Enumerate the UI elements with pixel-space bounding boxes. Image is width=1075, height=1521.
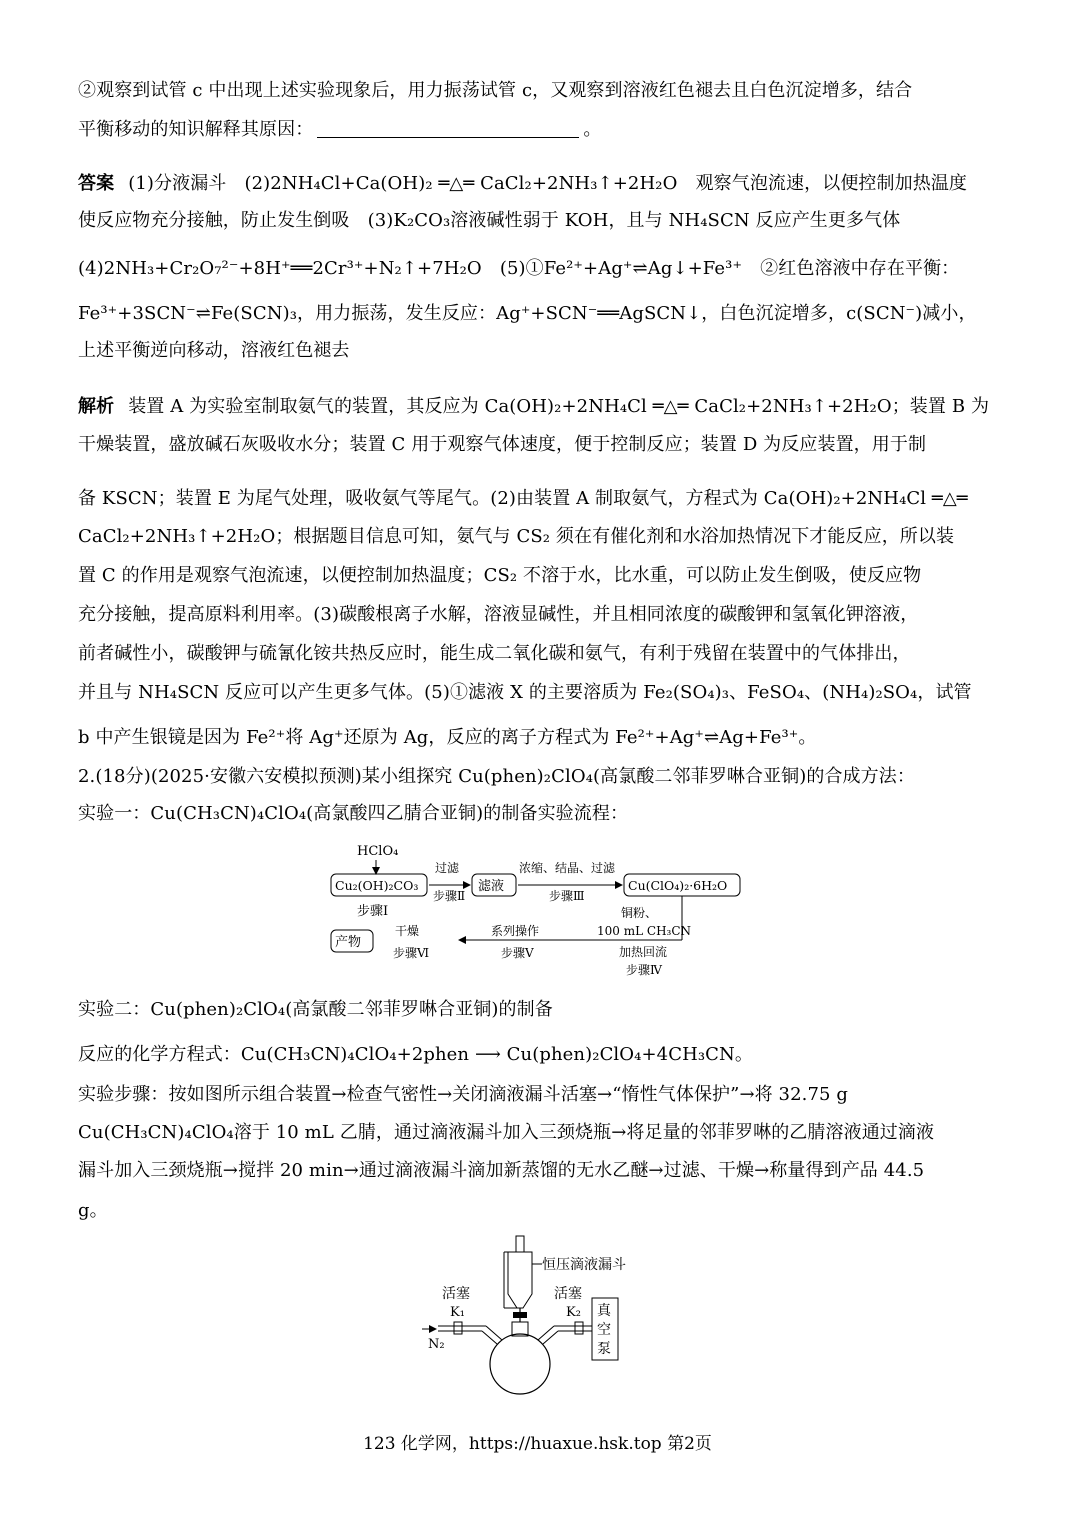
q2-header: 2.(18分)(2025·安徽六安模拟预测)某小组探究 Cu(phen)₂ClO₄(高氯酸二邻菲罗啉合亚铜)的合成方法： [78,766,915,787]
analysis-line-9: b 中产生银镜是因为 Fe²⁺将 Ag⁺还原为 Ag，反应的离子方程式为 Fe²⁺+Ag⁺⇌Ag+Fe³⁺。 [78,727,817,748]
flow-product: 产物 [335,935,362,950]
answer-line-1 [78,171,967,197]
valve-left-label: 活塞 [442,1286,470,1302]
flow-step2: 步骤Ⅱ [433,889,466,903]
answer-line-2: 使反应物充分接触，防止发生倒吸 (3)K₂CO₃溶液碱性弱于 KOH，且与 NH₄SCN 反应产生更多气体 [78,210,901,231]
valve-right-label: 活塞 [554,1286,582,1302]
flow-step1: 步骤Ⅰ [357,904,389,919]
flow-hclo4: HClO₄ [357,844,399,859]
flow-reagent1: 铜粉、 [621,906,658,920]
valve-k2-label: K₂ [566,1305,581,1320]
answer-label: 答案 [78,173,115,194]
pump-char-3: 泵 [597,1341,611,1357]
answer-line-3: (4)2NH₃+Cr₂O₇²⁻+8H⁺══2Cr³⁺+N₂↑+7H₂O (5)①Fe²⁺+Ag⁺⇌Ag↓+Fe³⁺ ②红色溶液中存在平衡： [78,258,960,279]
funnel-stopcock [513,1312,527,1318]
flow-reagent2: 100 mL CH₃CN [597,924,692,938]
apparatus-diagram [420,1228,660,1400]
q2-equation: 反应的化学方程式：Cu(CH₃CN)₄ClO₄+2phen ⟶ Cu(phen)₂ClO₄+4CH₃CN。 [78,1044,754,1065]
flow-concentrate: 浓缩、结晶、过滤 [519,861,616,875]
analysis-line-7: 前者碱性小，碳酸钾与硫氰化铵共热反应时，能生成二氧化碳和氨气，有利于残留在装置中的气体排出， [78,643,911,664]
flow-hydrate: Cu(ClO₄)₂·6H₂O [628,878,728,893]
q1-sub2-prompt: 平衡移动的知识解释其原因： [78,119,314,140]
funnel-label: 恒压滴液漏斗 [542,1257,626,1273]
answer-line-5: 上述平衡逆向移动，溶液红色褪去 [78,340,350,361]
flow-filter: 过滤 [435,861,460,875]
analysis-line-3: 备 KSCN；装置 E 为尾气处理，吸收氨气等尾气。(2)由装置 A 制取氨气，方程式为 Ca(OH)₂+2NH₄Cl ═△═ [78,488,968,509]
analysis-text-1: 装置 A 为实验室制取氨气的装置，其反应为 Ca(OH)₂+2NH₄Cl ═△═ CaCl₂+2NH₃↑+2H₂O；装置 B 为 [128,396,990,417]
analysis-line-8: 并且与 NH₄SCN 反应可以产生更多气体。(5)①滤液 X 的主要溶质为 Fe₂(SO₄)₃、FeSO₄、(NH₄)₂SO₄，试管 [78,682,972,703]
page-footer: 123 化学网，https://huaxue.hsk.top 第2页 [363,1434,712,1454]
q2-exp2-title: 实验二：Cu(phen)₂ClO₄(高氯酸二邻菲罗啉合亚铜)的制备 [78,999,553,1020]
flow-filtrate: 滤液 [478,879,505,894]
pump-char-1: 真 [597,1303,611,1319]
q2-steps-line3: 漏斗加入三颈烧瓶→搅拌 20 min→通过滴液漏斗滴加新蒸馏的无水乙醚→过滤、干燥→称量得到产品 44.5 [78,1160,925,1181]
q1-sub2-end: 。 [583,119,602,140]
q1-sub2-line2 [78,117,601,143]
flow-series: 系列操作 [491,924,540,938]
valve-k1-label: K₁ [450,1305,465,1320]
three-neck-flask [490,1334,550,1394]
answer-line-4: Fe³⁺+3SCN⁻⇌Fe(SCN)₃，用力振荡，发生反应：Ag⁺+SCN⁻══AgSCN↓，白色沉淀增多，c(SCN⁻)减小， [78,303,977,324]
q2-steps-line2: Cu(CH₃CN)₄ClO₄溶于 10 mL 乙腈，通过滴液漏斗加入三颈烧瓶→将足量的邻菲罗啉的乙腈溶液通过滴液 [78,1122,935,1143]
answer-text-1: (1)分液漏斗 (2)2NH₄Cl+Ca(OH)₂ ═△═ CaCl₂+2NH₃↑+2H₂O 观察气泡流速，以便控制加热温度 [128,173,968,194]
flow-step4: 步骤Ⅳ [626,963,662,977]
q2-steps-line4: g。 [78,1200,108,1221]
flow-step6: 步骤Ⅵ [393,946,430,960]
pump-char-2: 空 [597,1322,611,1338]
q2-steps-line1: 实验步骤：按如图所示组合装置→检查气密性→关闭滴液漏斗活塞→“惰性气体保护”→将 32.75 g [78,1084,849,1105]
flow-reflux: 加热回流 [619,945,668,959]
flow-start: Cu₂(OH)₂CO₃ [335,878,419,893]
analysis-label: 解析 [78,396,115,417]
analysis-line-4: CaCl₂+2NH₃↑+2H₂O；根据题目信息可知，氨气与 CS₂ 须在有催化剂和水浴加热情况下才能反应，所以装 [78,526,955,547]
q2-exp1-title: 实验一：Cu(CH₃CN)₄ClO₄(高氯酸四乙腈合亚铜)的制备实验流程： [78,803,629,824]
analysis-line-1 [78,394,989,420]
q1-sub2-line1: ②观察到试管 c 中出现上述实验现象后，用力振荡试管 c，又观察到溶液红色褪去且白色沉淀增多，结合 [78,80,913,101]
valve-k1 [454,1322,462,1334]
flow-step3: 步骤Ⅲ [549,889,585,903]
synthesis-flow-chart [325,836,750,981]
n2-label: N₂ [428,1337,445,1352]
analysis-line-6: 充分接触，提高原料利用率。(3)碳酸根离子水解，溶液显碱性，并且相同浓度的碳酸钾和氢氧化钾溶液， [78,604,919,625]
analysis-line-5: 置 C 的作用是观察气泡流速，以便控制加热温度；CS₂ 不溶于水，比水重，可以防止发生倒吸，使反应物 [78,565,922,586]
flow-step5: 步骤Ⅴ [501,946,534,960]
answer-blank [317,119,579,138]
flow-dry: 干燥 [395,924,420,938]
dropping-funnel [508,1252,532,1308]
analysis-line-2: 干燥装置，盛放碱石灰吸收水分；装置 C 用于观察气体速度，便于控制反应；装置 D 为反应装置，用于制 [78,434,927,455]
valve-k2 [575,1322,583,1334]
